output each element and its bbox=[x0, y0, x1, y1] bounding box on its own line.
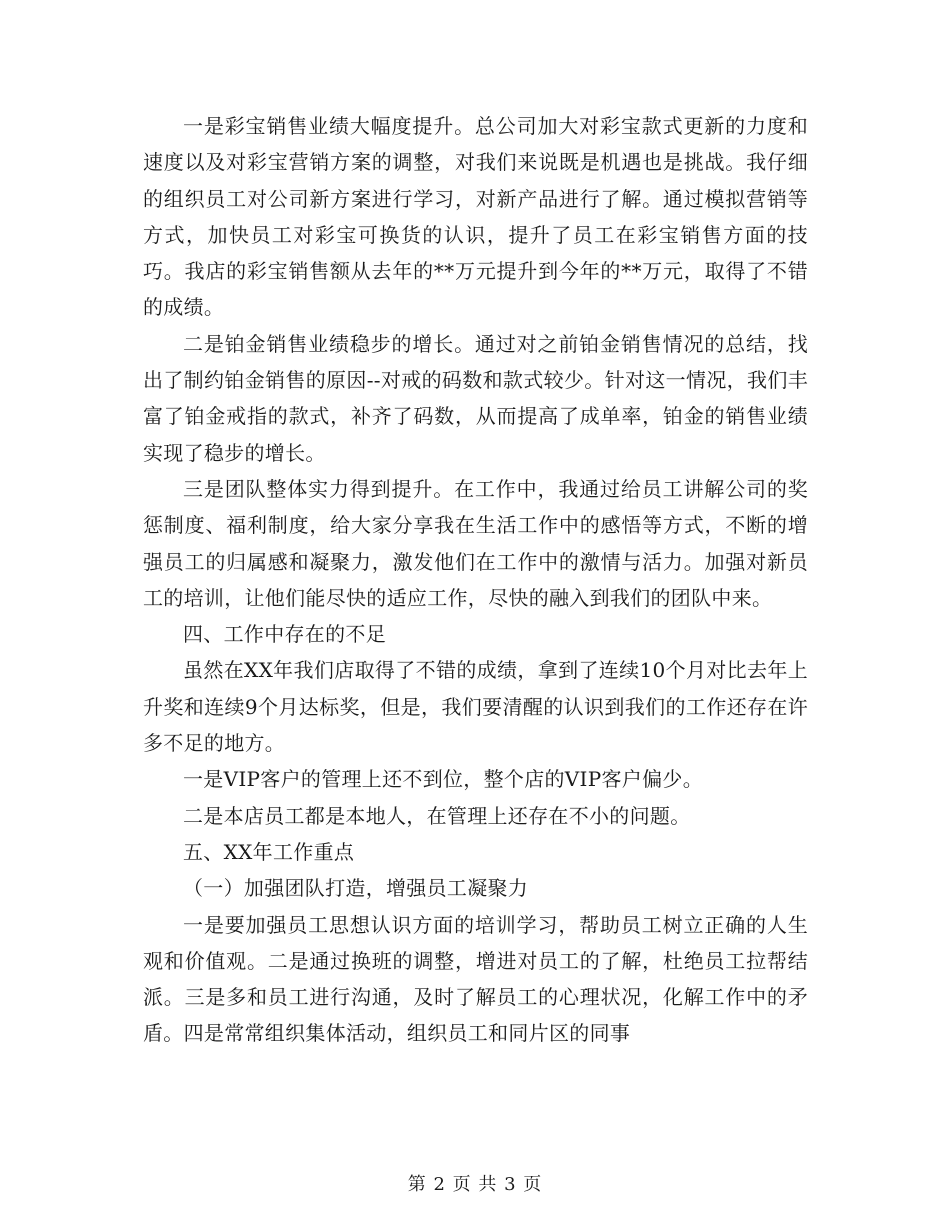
paragraph-vip-management: 一是VIP客户的管理上还不到位，整个店的VIP客户偏少。 bbox=[183, 767, 704, 792]
section-heading-shortcomings: 四、工作中存在的不足 bbox=[183, 622, 386, 647]
paragraph-shortcomings-intro: 虽然在XX年我们店取得了不错的成绩，拿到了连续10个月对比去年上升奖和连续9个月达标奖，但是，我们要清醒的认识到我们的工作还存在许多不足的地方。 bbox=[143, 658, 808, 756]
page-footer: 第 2 页 共 3 页 bbox=[407, 1174, 543, 1195]
section-heading-work-focus: 五、XX年工作重点 bbox=[183, 839, 355, 864]
paragraph-colored-gem-sales: 一是彩宝销售业绩大幅度提升。总公司加大对彩宝款式更新的力度和速度以及对彩宝营销方案的调整，对我们来说既是机遇也是挑战。我仔细的组织员工对公司新方案进行学习，对新产品进行了解。通过模拟营销等方式，加快员工对彩宝可换货的认识，提升了员工在彩宝销售方面的技巧。我店的彩宝销售额从去年的**万元提升到今年的**万元，取得了不错的成绩。 bbox=[143, 114, 808, 320]
document-body bbox=[143, 108, 808, 1052]
paragraph-team-strength: 三是团队整体实力得到提升。在工作中，我通过给员工讲解公司的奖惩制度、福利制度，给大家分享我在生活工作中的感悟等方式，不断的增强员工的归属感和凝聚力，激发他们在工作中的激情与活力。加强对新员工的培训，让他们能尽快的适应工作，尽快的融入到我们的团队中来。 bbox=[143, 476, 808, 610]
paragraph-team-building-measures: 一是要加强员工思想认识方面的培训学习，帮助员工树立正确的人生观和价值观。二是通过换班的调整，增进对员工的了解，杜绝员工拉帮结派。三是多和员工进行沟通，及时了解员工的心理状况，化解工作中的矛盾。四是常常组织集体活动，组织员工和同片区的同事 bbox=[143, 912, 808, 1046]
paragraph-platinum-sales: 二是铂金销售业绩稳步的增长。通过对之前铂金销售情况的总结，找出了制约铂金销售的原因--对戒的码数和款式较少。针对这一情况，我们丰富了铂金戒指的款式，补齐了码数，从而提高了成单率，铂金的销售业绩实现了稳步的增长。 bbox=[143, 331, 808, 465]
subheading-team-building: （一）加强团队打造，增强员工凝聚力 bbox=[183, 876, 529, 901]
paragraph-local-staff: 二是本店员工都是本地人，在管理上还存在不小的问题。 bbox=[183, 803, 691, 828]
